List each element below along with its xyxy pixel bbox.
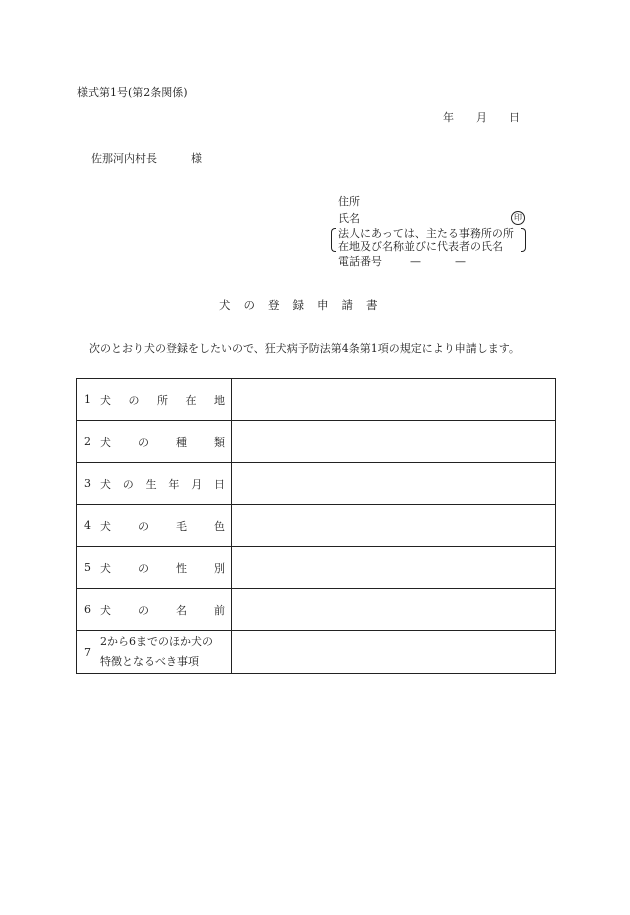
row-label bbox=[100, 518, 225, 534]
dog-coat-color-field[interactable] bbox=[232, 505, 556, 547]
dog-birthdate-field[interactable] bbox=[232, 463, 556, 505]
row-number: 5 bbox=[84, 561, 91, 574]
dog-features-field[interactable] bbox=[232, 631, 556, 674]
row-label-cell bbox=[77, 589, 232, 631]
row-label-cell bbox=[77, 505, 232, 547]
corporation-note-line2: 在地及び名称並びに代表者の氏名 bbox=[338, 240, 503, 253]
row-label-char: の bbox=[138, 561, 149, 575]
table-row bbox=[77, 463, 556, 505]
name-label: 氏名 bbox=[338, 212, 360, 225]
row-number: 7 bbox=[84, 645, 91, 659]
row-label-char: 日 bbox=[213, 477, 225, 491]
phone-separator-2: — bbox=[455, 255, 466, 268]
row7-label-line2: 特徴となるべき事項 bbox=[100, 655, 199, 668]
phone-row bbox=[338, 253, 518, 270]
row-label-char: 年 bbox=[168, 477, 180, 491]
row-number: 4 bbox=[84, 519, 91, 532]
name-row bbox=[338, 210, 522, 227]
row-label-char: の bbox=[122, 477, 134, 491]
table-row bbox=[77, 631, 556, 674]
date-row bbox=[443, 109, 520, 125]
date-day-label: 日 bbox=[509, 111, 520, 124]
table-row bbox=[77, 589, 556, 631]
row-label-char: 色 bbox=[214, 519, 225, 533]
row-number: 3 bbox=[84, 477, 91, 490]
addressee bbox=[91, 150, 202, 166]
row-label-char: の bbox=[128, 393, 140, 407]
row-label-char: 犬 bbox=[100, 435, 111, 449]
row-label-char: 犬 bbox=[100, 561, 111, 575]
row-label-char: 生 bbox=[145, 477, 157, 491]
row-label-char: 毛 bbox=[176, 519, 187, 533]
addressee-name: 佐那河内村長 bbox=[91, 152, 157, 165]
dog-sex-field[interactable] bbox=[232, 547, 556, 589]
address-row bbox=[338, 193, 518, 210]
row-label-char: 性 bbox=[176, 561, 187, 575]
row-number: 1 bbox=[84, 393, 91, 406]
row-label-cell bbox=[77, 463, 232, 505]
row-number: 2 bbox=[84, 435, 91, 448]
corporation-note bbox=[334, 227, 518, 253]
row-label-char: の bbox=[138, 603, 149, 617]
row-label-char: 地 bbox=[214, 393, 225, 407]
row-label-cell bbox=[77, 547, 232, 589]
table-row bbox=[77, 379, 556, 421]
row-label bbox=[100, 476, 225, 492]
row-label-char: 類 bbox=[214, 435, 225, 449]
dog-location-field[interactable] bbox=[232, 379, 556, 421]
row-label-char: の bbox=[138, 519, 149, 533]
row-label bbox=[100, 434, 225, 450]
row7-label-line1: 2から6までのほか犬の bbox=[100, 635, 213, 648]
table-row bbox=[77, 421, 556, 463]
row-label-char: の bbox=[138, 435, 149, 449]
addressee-honorific: 様 bbox=[191, 152, 202, 165]
row-label-cell bbox=[77, 421, 232, 463]
dog-name-field[interactable] bbox=[232, 589, 556, 631]
intro-text: 次のとおり犬の登録をしたいので、狂犬病予防法第4条第1項の規定により申請します。 bbox=[89, 342, 520, 355]
row-label-char: 所 bbox=[157, 393, 168, 407]
row-label-char: 犬 bbox=[100, 477, 111, 491]
row-label-char: 前 bbox=[214, 603, 225, 617]
corporation-note-line1: 法人にあっては、主たる事務所の所 bbox=[338, 227, 514, 240]
address-label: 住所 bbox=[338, 195, 360, 208]
form-number: 様式第1号(第2条関係) bbox=[77, 86, 188, 99]
row-label-cell bbox=[77, 631, 232, 674]
table-row bbox=[77, 505, 556, 547]
phone-separator-1: — bbox=[410, 255, 421, 268]
row-label-char: 犬 bbox=[100, 393, 111, 407]
row-label-char: 犬 bbox=[100, 603, 111, 617]
row-label bbox=[100, 602, 225, 618]
row-label-char: 月 bbox=[191, 477, 203, 491]
seal-mark: 印 bbox=[511, 211, 525, 225]
table-row bbox=[77, 547, 556, 589]
row-label-char: 種 bbox=[176, 435, 187, 449]
dog-breed-field[interactable] bbox=[232, 421, 556, 463]
applicant-block bbox=[338, 193, 522, 270]
row-label-cell bbox=[77, 379, 232, 421]
row-number: 6 bbox=[84, 603, 91, 616]
row-label-char: 名 bbox=[176, 603, 187, 617]
date-year-label: 年 bbox=[443, 111, 454, 124]
row-label-char: 別 bbox=[214, 561, 225, 575]
row-label-char: 在 bbox=[185, 393, 197, 407]
row-label bbox=[100, 560, 225, 576]
document-title: 犬の登録申請書 bbox=[219, 298, 391, 312]
row-label bbox=[100, 392, 225, 408]
phone-label: 電話番号 bbox=[338, 255, 382, 268]
date-month-label: 月 bbox=[476, 111, 487, 124]
row-label-char: 犬 bbox=[100, 519, 111, 533]
registration-table bbox=[76, 378, 556, 674]
